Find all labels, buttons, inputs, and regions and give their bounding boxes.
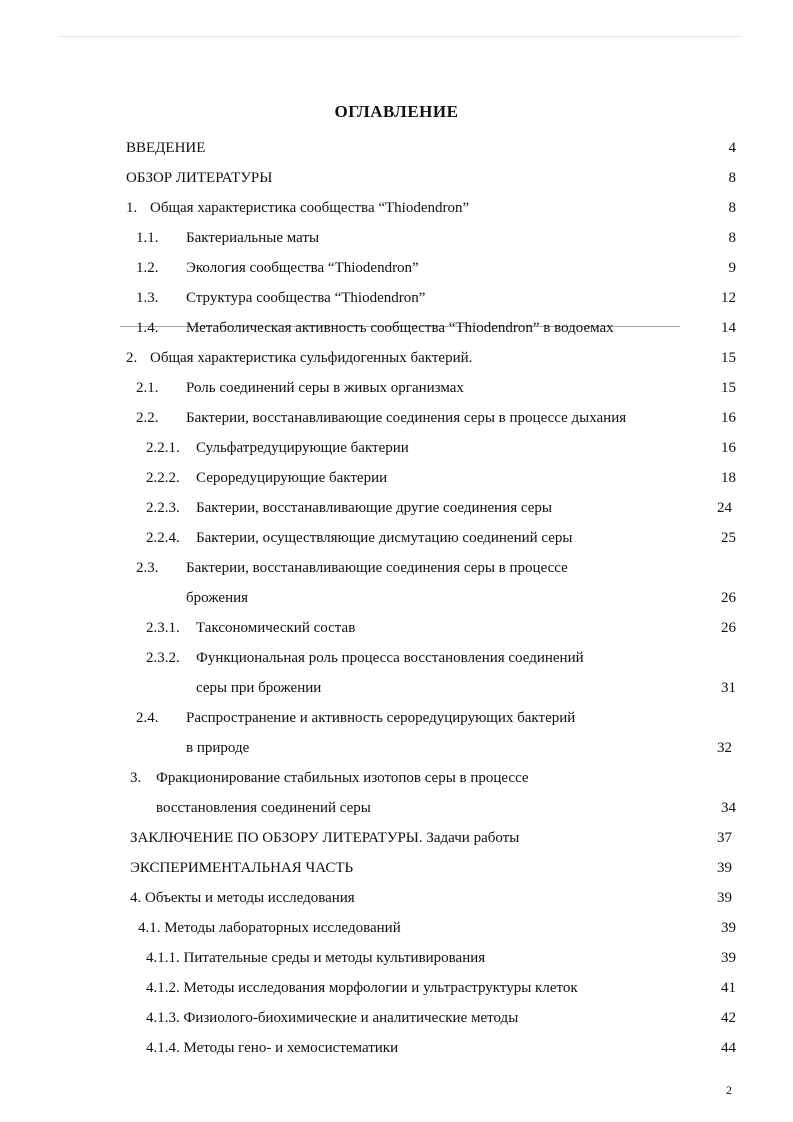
toc-entry-page: 44 — [721, 1040, 736, 1056]
toc-entry-text: Общая характеристика сообщества “Thiodendron” — [150, 200, 470, 216]
toc-entry[interactable] — [146, 976, 686, 1000]
toc-entry[interactable] — [126, 346, 716, 370]
toc-entry-text: Таксономический состав — [196, 620, 356, 636]
toc-entry-page: 4 — [728, 140, 736, 156]
toc-entry[interactable] — [146, 646, 696, 670]
toc-entry-continuation[interactable] — [156, 796, 656, 820]
toc-entry-number: 2.2.3. — [146, 500, 180, 516]
toc-entry-page: 16 — [721, 440, 736, 456]
toc-entry[interactable] — [130, 856, 670, 880]
toc-entry-page: 15 — [721, 350, 736, 366]
toc-entry-page: 8 — [728, 170, 736, 186]
toc-entry-page: 39 — [721, 920, 736, 936]
toc-entry-text: в природе — [186, 740, 250, 756]
toc-entry-text: брожения — [186, 590, 249, 606]
toc-entry-number: 1.4. — [136, 320, 159, 336]
toc-entry-page: 39 — [721, 950, 736, 966]
toc-title: ОГЛАВЛЕНИЕ — [334, 102, 459, 121]
toc-entry-page: 8 — [728, 230, 736, 246]
toc-entry-page: 31 — [721, 680, 736, 696]
toc-entry[interactable] — [136, 406, 696, 430]
toc-entry-number: 2.2.2. — [146, 470, 180, 486]
toc-entry[interactable] — [146, 526, 696, 550]
toc-entry-text: Бактерии, восстанавливающие соединения серы в процессе — [186, 560, 568, 576]
toc-entry[interactable] — [146, 616, 696, 640]
toc-entry-text: 4.1.1. Питательные среды и методы культивирования — [146, 950, 486, 966]
toc-entry-page: 37 — [717, 830, 732, 846]
toc-entry-page: 14 — [721, 320, 736, 336]
toc-entry-text: Структура сообщества “Thiodendron” — [186, 290, 426, 306]
toc-entry[interactable] — [136, 556, 696, 580]
toc-entry[interactable] — [126, 166, 726, 190]
toc-entry-number: 2.3. — [136, 560, 159, 576]
toc-entry[interactable] — [136, 316, 696, 340]
toc-entry-number: 1.2. — [136, 260, 159, 276]
toc-entry[interactable] — [146, 946, 676, 970]
toc-entry-page: 16 — [721, 410, 736, 426]
toc-entry[interactable] — [136, 706, 686, 730]
toc-entry-page: 8 — [728, 200, 736, 216]
toc-entry-text: Бактериальные маты — [186, 230, 320, 246]
toc-entry[interactable] — [130, 886, 670, 910]
toc-entry-page: 34 — [721, 800, 736, 816]
toc-entry[interactable] — [146, 496, 696, 520]
toc-entry[interactable] — [146, 466, 706, 490]
toc-entry[interactable] — [130, 766, 680, 790]
toc-entry[interactable] — [146, 1006, 686, 1030]
toc-entry-text: Фракционирование стабильных изотопов серы в процессе — [156, 770, 529, 786]
toc-entry-text: Экология сообщества “Thiodendron” — [186, 260, 419, 276]
toc-entry-number: 1.1. — [136, 230, 159, 246]
toc-entry-number: 1.3. — [136, 290, 159, 306]
toc-entry-text: Бактерии, восстанавливающие другие соединения серы — [196, 500, 552, 516]
toc-entry-page: 9 — [728, 260, 736, 276]
toc-entry-text: Функциональная роль процесса восстановления соединений — [196, 650, 584, 666]
scan-artifact-line — [60, 36, 740, 37]
toc-entry-text: 4.1. Методы лабораторных исследований — [138, 920, 401, 936]
toc-entry-continuation[interactable] — [186, 586, 686, 610]
toc-entry-number: 2.3.2. — [146, 650, 180, 666]
toc-entry-page: 15 — [721, 380, 736, 396]
toc-entry[interactable] — [138, 916, 668, 940]
toc-entry-number: 2. — [126, 350, 138, 366]
toc-entry-continuation[interactable] — [196, 676, 676, 700]
toc-entry-number: 2.2.4. — [146, 530, 180, 546]
toc-entry[interactable] — [130, 826, 690, 850]
toc-entry-text: Сероредуцирующие бактерии — [196, 470, 388, 486]
toc-entry-continuation[interactable] — [186, 736, 666, 760]
toc-entry-page: 25 — [721, 530, 736, 546]
toc-entry[interactable] — [136, 286, 726, 310]
toc-entry-text: Метаболическая активность сообщества “Thiodendron” в водоемах — [186, 320, 614, 336]
toc-entry[interactable] — [146, 1036, 686, 1060]
toc-entry-page: 26 — [721, 620, 736, 636]
toc-entry-page: 18 — [721, 470, 736, 486]
toc-entry[interactable] — [136, 256, 726, 280]
toc-entry-page: 39 — [717, 860, 732, 876]
toc-entry-text: ОБЗОР ЛИТЕРАТУРЫ — [126, 170, 273, 186]
toc-entry-number: 2.3.1. — [146, 620, 180, 636]
toc-entry-number: 1. — [126, 200, 138, 216]
toc-entry-text: ЭКСПЕРИМЕНТАЛЬНАЯ ЧАСТЬ — [130, 860, 354, 876]
toc-entry-text: Бактерии, восстанавливающие соединения серы в процессе дыхания — [186, 410, 627, 426]
toc-entry-page: 41 — [721, 980, 736, 996]
toc-entry-text: ЗАКЛЮЧЕНИЕ ПО ОБЗОРУ ЛИТЕРАТУРЫ. Задачи работы — [130, 830, 520, 846]
toc-entry[interactable] — [126, 136, 746, 160]
toc-entry-number: 2.2.1. — [146, 440, 180, 456]
toc-entry-text: Сульфатредуцирующие бактерии — [196, 440, 409, 456]
page-number: 2 — [726, 1083, 732, 1097]
toc-entry-page: 39 — [717, 890, 732, 906]
toc-entry-number: 2.1. — [136, 380, 159, 396]
toc-entry-page: 26 — [721, 590, 736, 606]
toc-entry[interactable] — [136, 226, 726, 250]
toc-entry-text: Роль соединений серы в живых организмах — [186, 380, 464, 396]
toc-entry-number: 3. — [130, 770, 142, 786]
toc-entry[interactable] — [136, 376, 716, 400]
toc-entry-page: 24 — [717, 500, 732, 516]
toc-entry-text: восстановления соединений серы — [156, 800, 371, 816]
toc-entry-number: 2.2. — [136, 410, 159, 426]
toc-entry-page: 32 — [717, 740, 732, 756]
toc-entry-number: 2.4. — [136, 710, 159, 726]
toc-entry-text: ВВЕДЕНИЕ — [126, 140, 206, 156]
toc-entry-page: 12 — [721, 290, 736, 306]
toc-entry-text: Распространение и активность сероредуцирующих бактерий — [186, 710, 576, 726]
toc-entry-text: 4.1.3. Физиолого-биохимические и аналитические методы — [146, 1010, 519, 1026]
toc-entry-text: Общая характеристика сульфидогенных бактерий. — [150, 350, 473, 366]
toc-entry[interactable] — [146, 436, 706, 460]
toc-entry-text: серы при брожении — [196, 680, 322, 696]
toc-entry-page: 42 — [721, 1010, 736, 1026]
toc-entry-text: 4.1.2. Методы исследования морфологии и ультраструктуры клеток — [146, 980, 578, 996]
toc-entry-text: 4.1.4. Методы гено- и хемосистематики — [146, 1040, 399, 1056]
toc-entry[interactable] — [126, 196, 726, 220]
toc-entry-text: 4. Объекты и методы исследования — [130, 890, 355, 906]
toc-entry-text: Бактерии, осуществляющие дисмутацию соединений серы — [196, 530, 573, 546]
